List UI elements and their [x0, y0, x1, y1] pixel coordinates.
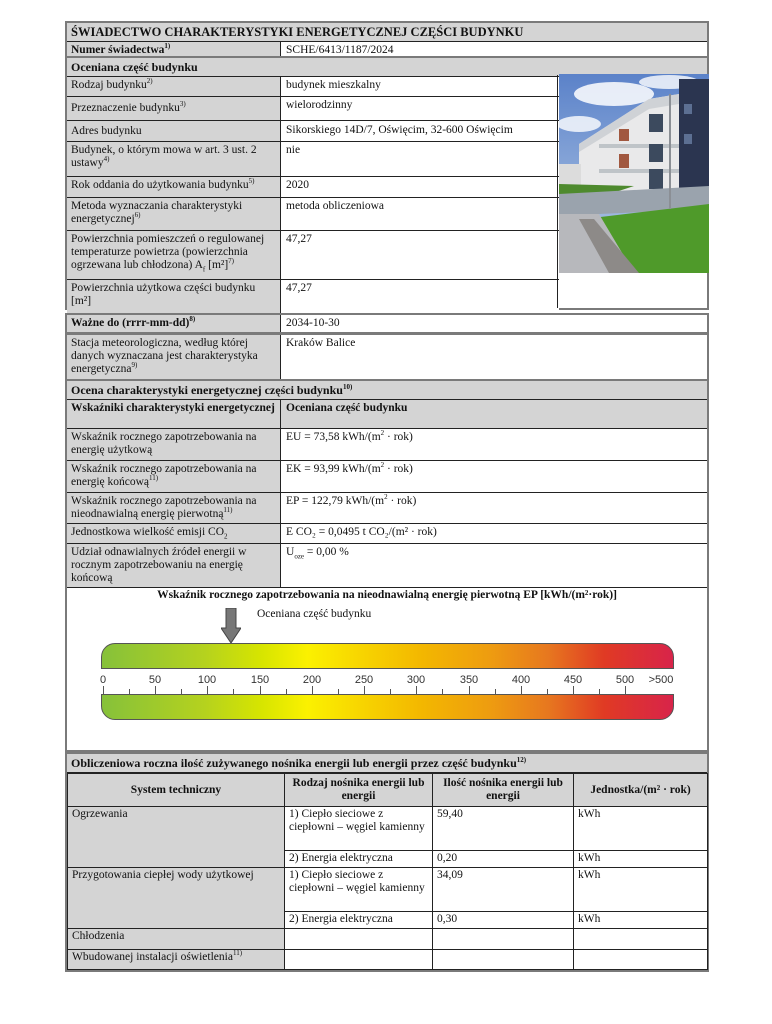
eu-value: EU = 73,58 kWh/(m: [286, 431, 381, 443]
table-row: Przygotowania ciepłej wody użytkowej 1) Ciepło sieciowe z ciepłowni – węgiel kamienny 34,09 kWh: [68, 868, 708, 912]
certificate-title: ŚWIADECTWO CHARAKTERYSTYKI ENERGETYCZNEJ CZĘŚCI BUDYNKU: [67, 23, 707, 41]
ep-scale-axis: 0 50 100 150 200 250 300 350 400 450 500 >500: [103, 674, 675, 694]
table-row: Ogrzewania 1) Ciepło sieciowe z ciepłowni – węgiel kamienny 59,40 kWh: [68, 807, 708, 851]
down-arrow-icon: [221, 608, 241, 644]
col-unit: Jednostka/(m² · rok): [574, 774, 708, 807]
row-building-purpose: Przeznaczenie budynku$^{3)}$ wielorodzinny: [67, 96, 559, 120]
row-art3-building: Budynek, o którym mowa w art. 3 ust. 2 ustawy$^{4)}$ nie: [67, 141, 559, 176]
certificate-number-row: Numer świadectwa$^{1)}$ SCHE/6413/1187/2024: [67, 41, 707, 59]
energy-assessment-title: Ocena charakterystyki energetycznej części budynku: [71, 383, 343, 397]
co2-value: E CO₂ = 0,0495 t CO₂/(m² · rok): [281, 524, 707, 543]
table-row: 2) Energia elektryczna 0,30 kWh: [68, 912, 708, 929]
ep-scale-chart: [67, 587, 707, 751]
row-ep: Wskaźnik rocznego zapotrzebowania na nieodnawialną energię pierwotną$^{11)}$ EP = 122,79 kWh/$(m^2 \cdot rok)$: [67, 492, 707, 523]
weather-station-label: Stacja meteorologiczna, według której danych wyznaczana jest charakterystyka energetyczna: [71, 337, 258, 375]
row-usable-area: Powierzchnia użytkowa części budynku [m²] 47,27: [67, 279, 559, 313]
ek-value: EK = 93,99 kWh/(m: [286, 463, 381, 475]
row-heated-area: Powierzchnia pomieszczeń o regulowanej temperaturze powietrza (powierzchnia ogrzewana lub chłodzona) $A_f$ $[m^2]^{7)}$ 47,27: [67, 230, 559, 279]
row-address: Adres budynku Sikorskiego 14D/7, Oświęcim, 32-600 Oświęcim: [67, 120, 559, 141]
ep-value: EP = 122,79 kWh/(m: [286, 495, 385, 507]
row-ek: Wskaźnik rocznego zapotrzebowania na energię końcową$^{11)}$ EK = 93,99 kWh/$(m^2 \cdot rok)$: [67, 460, 707, 492]
weather-station-value: Kraków Balice: [281, 335, 707, 379]
row-eu: Wskaźnik rocznego zapotrzebowania na energię użytkową EU = 73,58 kWh/$(m^2 \cdot rok)$: [67, 428, 707, 460]
col-system: System techniczny: [68, 774, 285, 807]
table-row: 2) Energia elektryczna 0,20 kWh: [68, 851, 708, 868]
row-year-commissioned: Rok oddania do użytkowania budynku$^{5)}$ 2020: [67, 176, 559, 197]
valid-until-label: Ważne do (rrrr-mm-dd): [71, 317, 190, 329]
col-amount: Ilość nośnika energii lub energii: [433, 774, 574, 807]
oze-value: = 0,00 %: [304, 546, 349, 558]
ep-gradient-bar-bottom: [101, 694, 674, 720]
valid-until-section: Ważne do (rrrr-mm-dd)$^{8)}$ 2034-10-30: [65, 313, 709, 334]
energy-carrier-table: [67, 773, 708, 970]
weather-station-section: Stacja meteorologiczna, według której danych wyznaczana jest charakterystyka energetyczna$^{9)}$ Kraków Balice: [65, 333, 709, 381]
row-co2: Jednostkowa wielkość emisji $CO_2$ E CO₂ = 0,0495 t CO₂/(m² · rok): [67, 523, 707, 543]
building-image: [559, 74, 709, 273]
valid-until-value: 2034-10-30: [281, 315, 707, 332]
row-building-type: Rodzaj budynku$^{2)}$ budynek mieszkalny: [67, 76, 559, 96]
row-oze: Udział odnawialnych źródeł energii w rocznym zapotrzebowaniu na energię końcową $U_{oze} = 0,00$ %: [67, 543, 707, 587]
row-method: Metoda wyznaczania charakterystyki energetycznej$^{6)}$ metoda obliczeniowa: [67, 197, 559, 230]
building-photo: [559, 74, 709, 273]
table-row: Chłodzenia: [68, 929, 708, 950]
ep-chart-title: Wskaźnik rocznego zapotrzebowania na nieodnawialną energię pierwotną EP [kWh/(m²·rok)]: [157, 589, 617, 601]
certificate-header: [65, 21, 709, 61]
energy-assessment-section: Ocena charakterystyki energetycznej części budynku$^{10)}$ Wskaźniki charakterystyki energetycznej Oceniana część budynku Wskaźnik rocznego zapotrzebowania na energię użytkową EU = 73,58 kWh/$(m^2 \cdot rok)$ Wskaźnik rocznego zapotrzebowania na energię końcową$^{11)}$ EK = 93,99 kWh/$(m^2 \cdot rok)$ Wskaźnik rocznego zapotrzebowania na nieodnawialną energię pierwotną$^{11)}$ EP = 122,79 kWh/$(m^2 \cdot rok)$ Jednostkowa wielkość emisji $CO_2$ E CO₂ = 0,0495 t CO₂/(m² · rok) Udział odnawialnych źródeł energii w rocznym zapotrzebowaniu na energię końcową $U_{oze} = 0,00$ % Wskaźnik rocznego zapotrzebowania na nieodnawialną energię pierwotną EP [kWh/(m²·rok)] Oceniana część budynku 0 50 100 150 200 250 300 350 400 450 500 >500: [65, 379, 709, 752]
certificate-number-value: SCHE/6413/1187/2024: [281, 42, 707, 59]
energy-carrier-section: Obliczeniowa roczna ilość zużywanego nośnika energii lub energii przez część budynku$^{12)}$ System techniczny Rodzaj nośnika energii lub energii Ilość nośnika energii lub energii Jednostka/(m² · rok) Ogrzewania 1) Ciepło sieciowe z ciepłowni – węgiel kamienny 59,40 kWh 2) Energia elektryczna 0,20 kWh Przygotowania ciepłej wody użytkowej 1) Ciepło sieciowe z ciepłowni – węgiel kamienny 34,09 kWh 2) Energia elektryczna 0,30 kWh Chłodzenia Wbudowanej instalacji oświetlenia$^{11)}$: [65, 752, 709, 972]
energy-carrier-title: Obliczeniowa roczna ilość zużywanego nośnika energii lub energii przez część budynku: [71, 756, 517, 770]
table-row: Wbudowanej instalacji oświetlenia$^{11)}$: [68, 950, 708, 970]
certificate-number-label: Numer świadectwa: [71, 44, 165, 56]
table-header-row: [68, 774, 708, 807]
assessed-part-title: Oceniana część budynku: [67, 58, 707, 76]
indicators-header-row: Wskaźniki charakterystyki energetycznej Oceniana część budynku: [67, 399, 707, 428]
col-carrier: Rodzaj nośnika energii lub energii: [285, 774, 433, 807]
ep-gradient-bar-top: [101, 643, 674, 669]
marker-label: Oceniana część budynku: [257, 608, 372, 620]
